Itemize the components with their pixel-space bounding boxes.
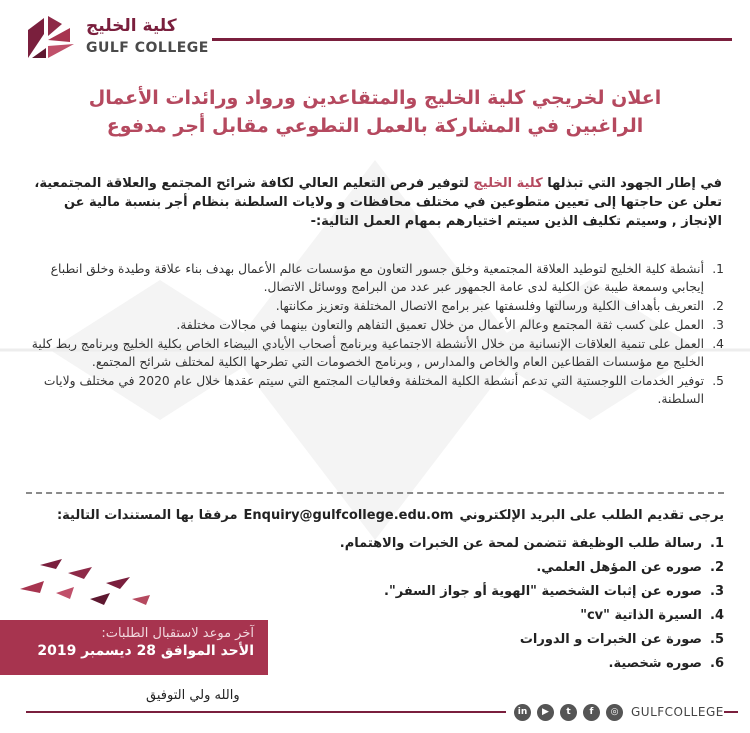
apply-before-text: يرجى تقديم الطلب على البريد الإلكتروني <box>459 508 724 523</box>
task-item <box>30 260 724 296</box>
announcement-title <box>40 84 710 140</box>
decorative-shapes <box>10 555 160 615</box>
task-item <box>30 335 724 371</box>
document-number: 2. <box>710 560 724 575</box>
deadline-label: آخر موعد لاستقبال الطلبات: <box>101 626 254 641</box>
intro-part-1: في إطار الجهود التي تبذلها <box>542 176 722 191</box>
task-text: أنشطة كلية الخليج لتوطيد العلاقة المجتمعية وخلق جسور التعاون مع مؤسسات عالم الأعمال بهدف بناء علاقة وطيدة وخلق انطباع إيجابي وسمعة طيبة عن الكلية لدى عامة الجمهور عبر عدد من البرامج ووسائل الاتصال. <box>50 262 704 294</box>
header-divider <box>212 38 732 41</box>
document-text: صوره عن المؤهل العلمي. <box>536 560 702 575</box>
document-number: 1. <box>710 536 724 551</box>
deadline-box <box>0 620 268 675</box>
document-item <box>304 580 724 604</box>
twitter-icon[interactable]: t <box>560 704 577 721</box>
footer-divider <box>26 711 506 713</box>
document-text: رسالة طلب الوظيفة تتضمن لمحة عن الخبرات والاهتمام. <box>339 536 702 551</box>
closing-text: والله ولي التوفيق <box>146 688 240 703</box>
youtube-icon[interactable]: ▶ <box>537 704 554 721</box>
logo-mark-icon <box>22 14 78 60</box>
document-number: 4. <box>710 608 724 623</box>
task-number: 4. <box>712 337 724 351</box>
tasks-list <box>30 260 724 409</box>
document-text: السيرة الذاتية "cv" <box>580 608 702 623</box>
document-item <box>304 628 724 652</box>
logo-english-text: GULF COLLEGE <box>86 40 209 56</box>
apply-instruction <box>30 508 724 523</box>
title-line-1: اعلان لخريجي كلية الخليج والمتقاعدين ورواد ورائدات الأعمال <box>88 87 662 109</box>
facebook-icon[interactable]: f <box>583 704 600 721</box>
task-item <box>30 297 724 315</box>
footer-divider-end <box>724 711 738 713</box>
document-number: 6. <box>710 656 724 671</box>
task-item <box>30 372 724 408</box>
document-number: 5. <box>710 632 724 647</box>
task-number: 2. <box>712 299 724 313</box>
document-number: 3. <box>710 584 724 599</box>
title-line-2: الراغبين في المشاركة بالعمل التطوعي مقابل أجر مدفوع <box>106 115 644 137</box>
social-handle[interactable]: GULFCOLLEGE <box>631 705 724 719</box>
email-link[interactable]: Enquiry@gulfcollege.edu.om <box>243 508 454 523</box>
logo-arabic-text: كلية الخليج <box>86 16 177 36</box>
documents-list <box>304 532 724 676</box>
task-number: 5. <box>712 374 724 388</box>
task-text: العمل على تنمية العلاقات الإنسانية من خلال الأنشطة الاجتماعية وبرنامج أصحاب الأيادي البيضاء الخاص بكلية الخليج وبرنامج ربط كلية الخليج مع مؤسسات القطاعين العام والخاص والمدارس , وبرنامج الخصومات التي تطرحها الكلية لمختلف شرائح المجتمع. <box>31 337 704 369</box>
document-item <box>304 604 724 628</box>
college-logo <box>22 14 209 62</box>
document-item <box>304 532 724 556</box>
intro-paragraph <box>28 174 722 231</box>
apply-after-text: مرفقا بها المستندات التالية: <box>56 508 238 523</box>
document-text: صوره عن إثبات الشخصية "الهوية أو جواز السفر". <box>384 584 702 599</box>
task-number: 1. <box>712 262 724 276</box>
intro-part-2: لتوفير فرص التعليم العالي لكافة شرائح المجتمع والعلاقة المجتمعية، تعلن عن حاجتها إلى تعيين متطوعين في مختلف محافظات و ولايات السلطنة بنظام أجر بنسبة مالية عن الإنجاز , وسيتم تكليف الذين سيتم اختيارهم بمهام العمل التالية:- <box>34 176 722 229</box>
instagram-icon[interactable]: ◎ <box>606 704 623 721</box>
linkedin-icon[interactable]: in <box>514 704 531 721</box>
document-item <box>304 652 724 676</box>
task-item <box>30 316 724 334</box>
task-text: توفير الخدمات اللوجستية التي تدعم أنشطة الكلية المختلفة وفعاليات المجتمع التي سيتم عقدها خلال عام 2020 في مختلف ولايات السلطنة. <box>43 374 704 406</box>
document-text: صوره شخصية. <box>608 656 702 671</box>
deadline-date: الأحد الموافق 28 ديسمبر 2019 <box>37 643 254 659</box>
document-text: صورة عن الخبرات و الدورات <box>519 632 702 647</box>
task-number: 3. <box>712 318 724 332</box>
task-text: العمل على كسب ثقة المجتمع وعالم الأعمال من خلال تعميق التفاهم والتعاون بينهما في مجالات مختلفة. <box>176 318 704 332</box>
document-item <box>304 556 724 580</box>
intro-highlight: كلية الخليج <box>473 176 543 191</box>
task-text: التعريف بأهداف الكلية ورسالتها وفلسفتها عبر برامج الاتصال المختلفة وتعزيز مكانتها. <box>275 299 704 313</box>
dashed-divider <box>26 492 724 494</box>
social-links <box>514 702 724 722</box>
